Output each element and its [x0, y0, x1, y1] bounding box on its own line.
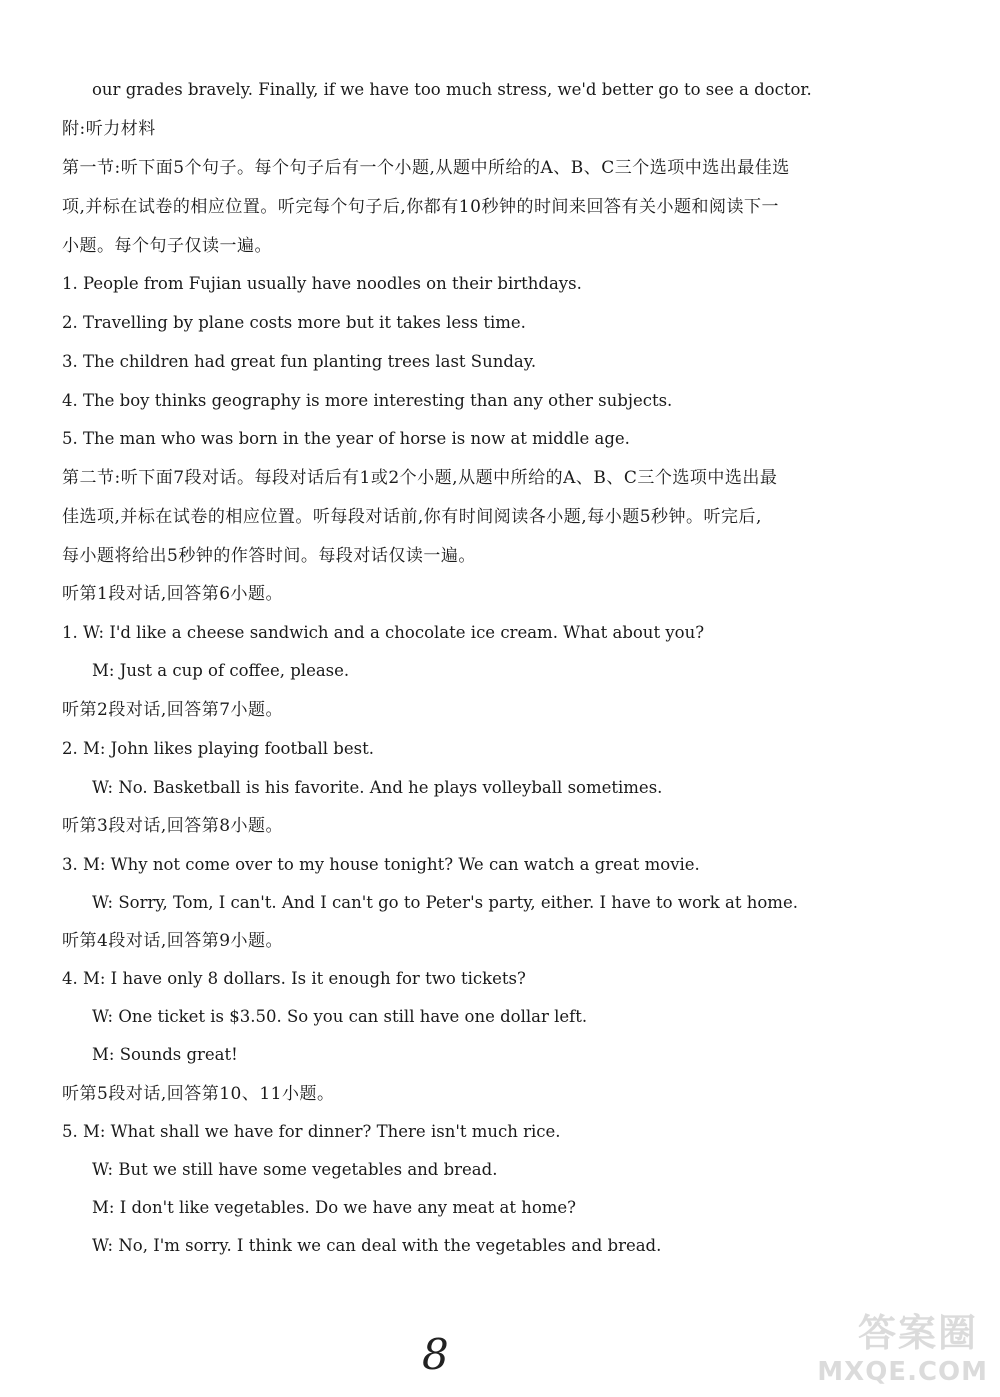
watermark-text: 答案圈	[857, 1311, 978, 1355]
section-one-instructions: 小题。每个句子仅读一遍。	[62, 236, 272, 256]
watermark-logo	[818, 1302, 988, 1387]
section-two-instructions: 每小题将给出5秒钟的作答时间。每段对话仅读一遍。	[62, 546, 476, 566]
dialogue-line: M: I don't like vegetables. Do we have any meat at home?	[92, 1198, 577, 1217]
section-two-instructions: 第二节:听下面7段对话。每段对话后有1或2个小题,从题中所给的A、B、C三个选项中选出最	[62, 468, 778, 488]
sentence-item: 1. People from Fujian usually have noodles on their birthdays.	[62, 274, 582, 293]
dialogue-heading: 听第1段对话,回答第6小题。	[62, 584, 284, 604]
dialogue-line: W: No. Basketball is his favorite. And he plays volleyball sometimes.	[92, 778, 663, 797]
dialogue-line: 2. M: John likes playing football best.	[62, 739, 374, 758]
page-number: 8	[422, 1330, 449, 1379]
dialogue-line: M: Sounds great!	[92, 1045, 238, 1064]
dialogue-heading: 听第3段对话,回答第8小题。	[62, 816, 284, 836]
dialogue-line: M: Just a cup of coffee, please.	[92, 661, 350, 680]
watermark-url: MXQE.COM	[817, 1357, 988, 1387]
dialogue-heading: 听第2段对话,回答第7小题。	[62, 700, 284, 720]
dialogue-heading: 听第5段对话,回答第10、11小题。	[62, 1084, 335, 1104]
sentence-item: 2. Travelling by plane costs more but it takes less time.	[62, 313, 526, 332]
sentence-item: 5. The man who was born in the year of horse is now at middle age.	[62, 429, 630, 448]
sentence-item: 4. The boy thinks geography is more interesting than any other subjects.	[62, 391, 673, 410]
dialogue-line: 3. M: Why not come over to my house tonight? We can watch a great movie.	[62, 855, 700, 874]
text-line: our grades bravely. Finally, if we have too much stress, we'd better go to see a doctor.	[92, 80, 812, 99]
section-one-instructions: 项,并标在试卷的相应位置。听完每个句子后,你都有10秒钟的时间来回答有关小题和阅读下一	[62, 197, 779, 217]
dialogue-line: W: One ticket is $3.50. So you can still have one dollar left.	[92, 1007, 588, 1026]
dialogue-line: W: No, I'm sorry. I think we can deal with the vegetables and bread.	[92, 1236, 662, 1255]
dialogue-line: W: Sorry, Tom, I can't. And I can't go to Peter's party, either. I have to work at home.	[92, 893, 798, 912]
appendix-heading: 附:听力材料	[62, 119, 156, 139]
dialogue-heading: 听第4段对话,回答第9小题。	[62, 931, 284, 951]
section-one-instructions: 第一节:听下面5个句子。每个句子后有一个小题,从题中所给的A、B、C三个选项中选出最佳选	[62, 158, 790, 178]
sentence-item: 3. The children had great fun planting trees last Sunday.	[62, 352, 537, 371]
dialogue-line: 1. W: I'd like a cheese sandwich and a chocolate ice cream. What about you?	[62, 623, 705, 642]
section-two-instructions: 佳选项,并标在试卷的相应位置。听每段对话前,你有时间阅读各小题,每小题5秒钟。听完后,	[62, 507, 762, 527]
dialogue-line: W: But we still have some vegetables and bread.	[92, 1160, 498, 1179]
dialogue-line: 4. M: I have only 8 dollars. Is it enough for two tickets?	[62, 969, 526, 988]
dialogue-line: 5. M: What shall we have for dinner? There isn't much rice.	[62, 1122, 561, 1141]
